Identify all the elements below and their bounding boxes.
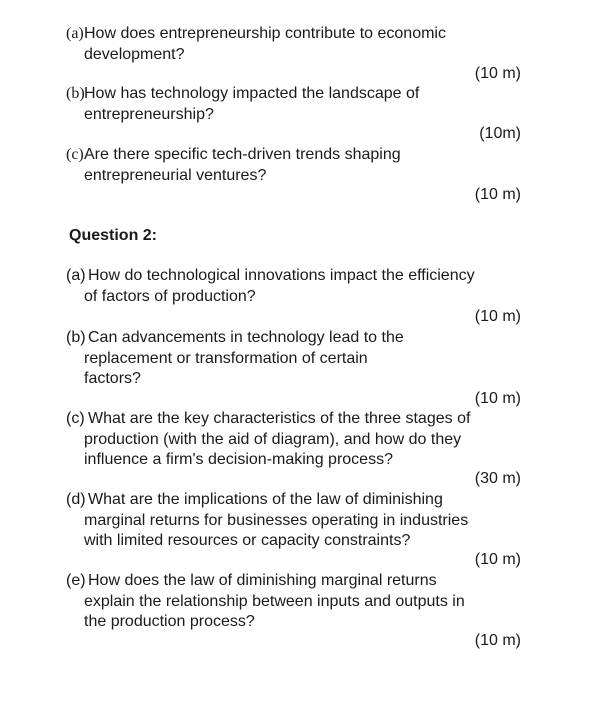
marks-2c: (30 m) <box>474 470 521 487</box>
question-label: (b) <box>66 329 86 346</box>
question-2a <box>66 266 475 307</box>
question-text-line: entrepreneurial ventures? <box>84 166 267 184</box>
marks-1b: (10m) <box>479 125 521 142</box>
marks-1c: (10 m) <box>474 186 521 203</box>
question-label: (c) <box>66 410 85 427</box>
question-label: (c) <box>66 146 84 163</box>
question-text-line: How does entrepreneurship contribute to economic <box>84 25 446 42</box>
question-1a <box>66 24 446 65</box>
question-2d <box>66 490 468 552</box>
question-text-line: production (with the aid of diagram), and how do they <box>84 430 462 448</box>
section-heading: Question 2: <box>69 227 158 244</box>
marks-2e: (10 m) <box>474 632 521 649</box>
question-text-line: the production process? <box>84 613 255 630</box>
question-text-line: Can advancements in technology lead to the <box>88 329 404 346</box>
marks-2d: (10 m) <box>474 551 521 568</box>
marks-2a: (10 m) <box>474 308 521 325</box>
question-text-line: development? <box>84 45 185 63</box>
question-text-line: How do technological innovations impact the efficiency <box>88 267 475 284</box>
marks-2b: (10 m) <box>474 390 521 407</box>
question-text-line: influence a firm's decision-making process? <box>84 451 393 468</box>
question-text-line: entrepreneurship? <box>84 105 214 123</box>
question-text-line: of factors of production? <box>84 287 256 305</box>
question-1c <box>66 145 401 186</box>
question-2e <box>66 571 465 633</box>
question-text-line: Are there specific tech-driven trends shaping <box>84 146 401 163</box>
question-2c <box>66 409 470 471</box>
question-text-line: with limited resources or capacity constraints? <box>84 532 411 549</box>
question-text-line: What are the key characteristics of the three stages of <box>88 410 471 427</box>
question-text-line: How does the law of diminishing marginal returns <box>88 572 437 589</box>
question-label: (d) <box>66 491 86 508</box>
question-label: (a) <box>66 267 86 284</box>
question-1b <box>66 84 419 125</box>
question-label: (a) <box>66 25 84 42</box>
question-text-line: replacement or transformation of certain <box>84 349 368 367</box>
question-text-line: How has technology impacted the landscape of <box>84 85 420 102</box>
question-label: (b) <box>66 85 85 102</box>
question-text-line: What are the implications of the law of diminishing <box>88 491 443 508</box>
question-label: (e) <box>66 572 86 589</box>
question-text-line: factors? <box>84 370 141 387</box>
question-text-line: marginal returns for businesses operating in industries <box>84 511 469 529</box>
marks-1a: (10 m) <box>474 65 521 82</box>
question-2b <box>66 328 404 390</box>
question-text-line: explain the relationship between inputs and outputs in <box>84 592 465 610</box>
